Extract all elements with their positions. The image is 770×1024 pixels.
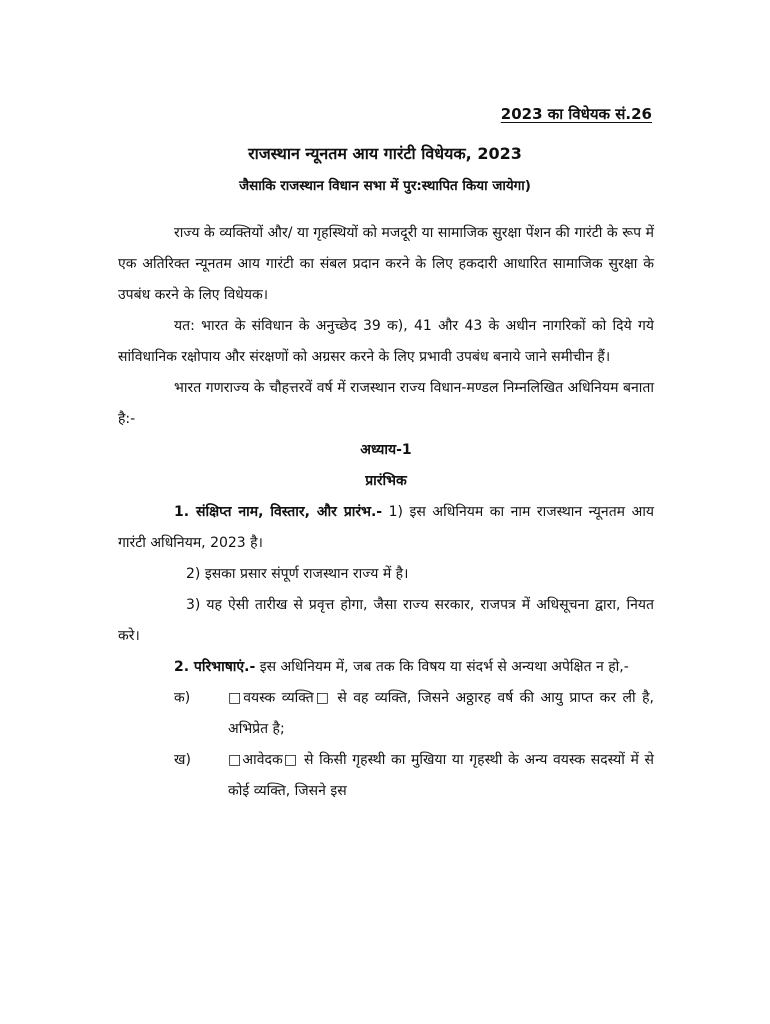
definition-item — [118, 683, 654, 745]
document-body — [118, 218, 654, 807]
bill-subtitle: जैसाकि राजस्थान विधान सभा में पुर:स्थापित किया जायेगा) — [239, 178, 531, 194]
bill-title: राजस्थान न्यूनतम आय गारंटी विधेयक, 2023 — [248, 144, 522, 163]
bill-number: 2023 का विधेयक सं.26 — [500, 105, 652, 123]
preamble-paragraph-1: राज्य के व्यक्तियों और/ या गृहस्थियों को मजदूरी या सामाजिक सुरक्षा पेंशन की गारंटी के रूप में एक अतिरिक्त न्यूनतम आय गारंटी का संबल प्रदान करने के लिए हकदारी आधारित सामाजिक सुरक्षा के उपबंध करने के लिए विधेयक। — [118, 225, 654, 303]
preamble-paragraph-3: भारत गणराज्य के चौहत्तरवें वर्ष में राजस्थान राज्य विधान-मण्डल निम्नलिखित अधिनियम बनाता है:- — [118, 380, 654, 427]
definition-text: □आवेदक□ से किसी गृहस्थी का मुखिया या गृहस्थी के अन्य वयस्क सदस्यों में से कोई व्यक्ति, जिसने इस — [228, 752, 654, 799]
section-2-heading: 2. परिभाषाएं.- — [174, 659, 256, 675]
section-1-clause-2: 2) इसका प्रसार संपूर्ण राजस्थान राज्य में है। — [186, 566, 409, 582]
section-1-clause-1-text: 1) इस अधिनियम का नाम राजस्थान न्यूनतम आय गारंटी अधिनियम, 2023 है। — [118, 504, 654, 551]
section-1-clause-3: 3) यह ऐसी तारीख से प्रवृत्त होगा, जैसा राज्य सरकार, राजपत्र में अधिसूचना द्वारा, नियत करे। — [118, 597, 654, 644]
chapter-name: प्रारंभिक — [365, 473, 407, 489]
definition-label: ख) — [174, 752, 191, 768]
preamble-paragraph-2: यत: भारत के संविधान के अनुच्छेद 39 क), 41 और 43 के अधीन नागरिकों को दिये गये सांविधानिक रक्षोपाय और संरक्षणों को अग्रसर करने के लिए प्रभावी उपबंध बनाये जाने समीचीन हैं। — [118, 318, 654, 365]
section-2-intro — [118, 652, 654, 683]
definition-item — [118, 745, 654, 807]
section-2-intro-text: इस अधिनियम में, जब तक कि विषय या संदर्भ से अन्यथा अपेक्षित न हो,- — [255, 659, 629, 675]
chapter-number: अध्याय-1 — [360, 442, 412, 458]
section-1-clause-1 — [118, 497, 654, 559]
definition-text: □वयस्क व्यक्ति□ से वह व्यक्ति, जिसने अठ्ठारह वर्ष की आयु प्राप्त कर ली है, अभिप्रेत है; — [228, 690, 654, 737]
definition-label: क) — [174, 690, 191, 706]
section-1-heading: 1. संक्षिप्त नाम, विस्तार, और प्रारंभ.- — [174, 504, 383, 520]
